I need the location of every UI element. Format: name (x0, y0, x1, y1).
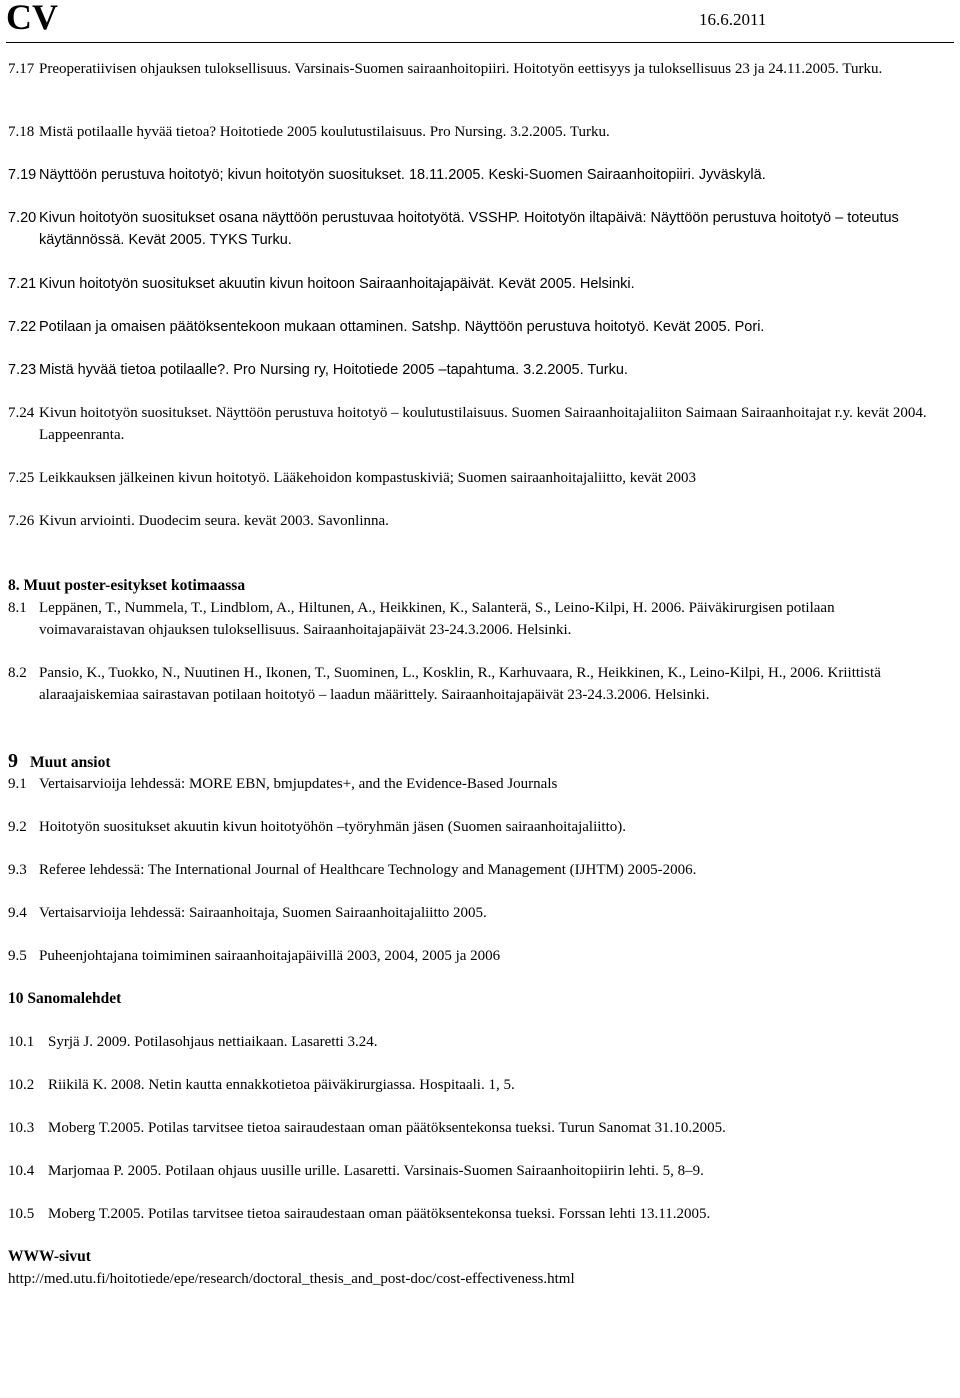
item-number: 10.1 (8, 1034, 35, 1050)
item-number: 9.1 (8, 776, 27, 792)
item-text: Moberg T.2005. Potilas tarvitsee tietoa sairaudestaan oman päätöksentekonsa tueksi. Forssan lehti 13.11.2005. (48, 1206, 711, 1222)
list-item (8, 402, 943, 446)
section-title: Muut ansiot (30, 754, 111, 771)
item-text: Preoperatiivisen ohjauksen tuloksellisuus. Varsinais-Suomen sairaanhoitopiiri. Hoitotyön eettisyys ja tuloksellisuus 23 ja 24.11.2005. Turku. (39, 61, 883, 77)
item-text: Riikilä K. 2008. Netin kautta ennakkotietoa päiväkirurgiassa. Hospitaali. 1, 5. (48, 1077, 515, 1093)
list-item (8, 1203, 943, 1225)
list-item (8, 597, 943, 641)
item-number: 8.1 (8, 600, 27, 616)
list-item (8, 1031, 943, 1053)
item-number: 7.21 (8, 276, 37, 292)
item-number: 10.3 (8, 1120, 35, 1136)
item-text: Hoitotyön suositukset akuutin kivun hoitotyöhön –työryhmän jäsen (Suomen sairaanhoitajaliitto). (39, 819, 627, 835)
item-number: 7.18 (8, 124, 35, 140)
list-item (8, 207, 943, 251)
document-title: CV (6, 0, 58, 37)
list-item (8, 662, 943, 706)
item-text: Pansio, K., Tuokko, N., Nuutinen H., Ikonen, T., Suominen, L., Kosklin, R., Karhuvaara, R., Heikkinen, K., Leino-Kilpi, H., 2006. Kriittistä alaraajaiskemiaa sairastavan potilaan hoitotyö – laadun määrittely. Sairaanhoitajapäivät 23-24.3.2006. Helsinki. (39, 665, 881, 703)
item-text: Leppänen, T., Nummela, T., Lindblom, A., Hiltunen, A., Heikkinen, K., Salanterä, S., Leino-Kilpi, H. 2006. Päiväkirurgisen potilaan voimavaraistavan ohjauksen tuloksellisuus. Sairaanhoitajapäivät 23-24.3.2006. Helsinki. (39, 600, 835, 638)
item-number: 10.2 (8, 1077, 35, 1093)
list-item (8, 945, 943, 967)
list-item (8, 1074, 943, 1096)
list-item (8, 859, 943, 881)
item-text: Marjomaa P. 2005. Potilaan ohjaus uusille urille. Lasaretti. Varsinais-Suomen Sairaanhoitopiirin lehti. 5, 8–9. (48, 1163, 704, 1179)
list-item (8, 773, 943, 795)
item-text: Potilaan ja omaisen päätöksentekoon mukaan ottaminen. Satshp. Näyttöön perustuva hoitotyö. Kevät 2005. Pori. (39, 319, 765, 335)
section-heading: 8. Muut poster-esitykset kotimaassa (8, 577, 246, 594)
section-heading: WWW-sivut (8, 1248, 91, 1265)
item-number: 10.4 (8, 1163, 35, 1179)
item-number: 9.5 (8, 948, 27, 964)
item-number: 7.20 (8, 210, 37, 226)
item-number: 9.3 (8, 862, 27, 878)
section-number: 9 (8, 750, 18, 772)
list-item (8, 467, 943, 489)
item-number: 7.24 (8, 405, 35, 421)
item-text: Kivun hoitotyön suositukset osana näyttöön perustuvaa hoitotyötä. VSSHP. Hoitotyön iltapäivä: Näyttöön perustuva hoitotyö – toteutus käytännössä. Kevät 2005. TYKS Turku. (39, 210, 899, 248)
item-text: Puheenjohtajana toimiminen sairaanhoitajapäivillä 2003, 2004, 2005 ja 2006 (39, 948, 501, 964)
item-text: Näyttöön perustuva hoitotyö; kivun hoitotyön suositukset. 18.11.2005. Keski-Suomen Sairaanhoitopiiri. Jyväskylä. (39, 167, 766, 183)
list-item (8, 316, 943, 338)
list-item (8, 359, 943, 381)
item-text: Moberg T.2005. Potilas tarvitsee tietoa sairaudestaan oman päätöksentekonsa tueksi. Turun Sanomat 31.10.2005. (48, 1120, 726, 1136)
item-text: Leikkauksen jälkeinen kivun hoitotyö. Lääkehoidon kompastuskiviä; Suomen sairaanhoitajaliitto, kevät 2003 (39, 470, 696, 486)
list-item (8, 273, 943, 295)
item-text: Mistä hyvää tietoa potilaalle?. Pro Nursing ry, Hoitotiede 2005 –tapahtuma. 3.2.2005. Turku. (39, 362, 628, 378)
list-item (8, 510, 943, 532)
list-item (8, 902, 943, 924)
header-divider (6, 42, 954, 43)
document-date: 16.6.2011 (699, 10, 767, 29)
section-heading: 10 Sanomalehdet (8, 990, 122, 1007)
item-text: Vertaisarvioija lehdessä: Sairaanhoitaja, Suomen Sairaanhoitajaliitto 2005. (39, 905, 487, 921)
item-number: 7.17 (8, 61, 35, 77)
item-number: 8.2 (8, 665, 27, 681)
item-number: 9.2 (8, 819, 27, 835)
item-number: 7.23 (8, 362, 37, 378)
item-text: Kivun hoitotyön suositukset akuutin kivun hoitoon Sairaanhoitajapäivät. Kevät 2005. Helsinki. (39, 276, 635, 292)
item-text: Mistä potilaalle hyvää tietoa? Hoitotiede 2005 koulutustilaisuus. Pro Nursing. 3.2.2005. Turku. (39, 124, 610, 140)
item-number: 7.26 (8, 513, 35, 529)
item-text: Kivun arviointi. Duodecim seura. kevät 2003. Savonlinna. (39, 513, 389, 529)
item-text: Referee lehdessä: The International Journal of Healthcare Technology and Management (IJHTM) 2005-2006. (39, 862, 697, 878)
list-item (8, 816, 943, 838)
list-item (8, 1160, 943, 1182)
list-item (8, 58, 943, 80)
item-number: 7.19 (8, 167, 37, 183)
section-heading (8, 750, 111, 774)
page-header (6, 0, 954, 40)
list-item (8, 164, 943, 186)
item-text: Kivun hoitotyön suositukset. Näyttöön perustuva hoitotyö – koulutustilaisuus. Suomen Sairaanhoitajaliiton Saimaan Sairaanhoitajat r.y. kevät 2004. Lappeenranta. (39, 405, 927, 443)
web-link[interactable]: http://med.utu.fi/hoitotiede/epe/research/doctoral_thesis_and_post-doc/cost-effectiveness.html (8, 1271, 575, 1287)
list-item (8, 121, 943, 143)
item-number: 7.25 (8, 470, 35, 486)
item-text: Vertaisarvioija lehdessä: MORE EBN, bmjupdates+, and the Evidence-Based Journals (39, 776, 558, 792)
list-item (8, 1117, 943, 1139)
item-number: 10.5 (8, 1206, 35, 1222)
item-number: 7.22 (8, 319, 37, 335)
item-number: 9.4 (8, 905, 27, 921)
item-text: Syrjä J. 2009. Potilasohjaus nettiaikaan. Lasaretti 3.24. (48, 1034, 378, 1050)
